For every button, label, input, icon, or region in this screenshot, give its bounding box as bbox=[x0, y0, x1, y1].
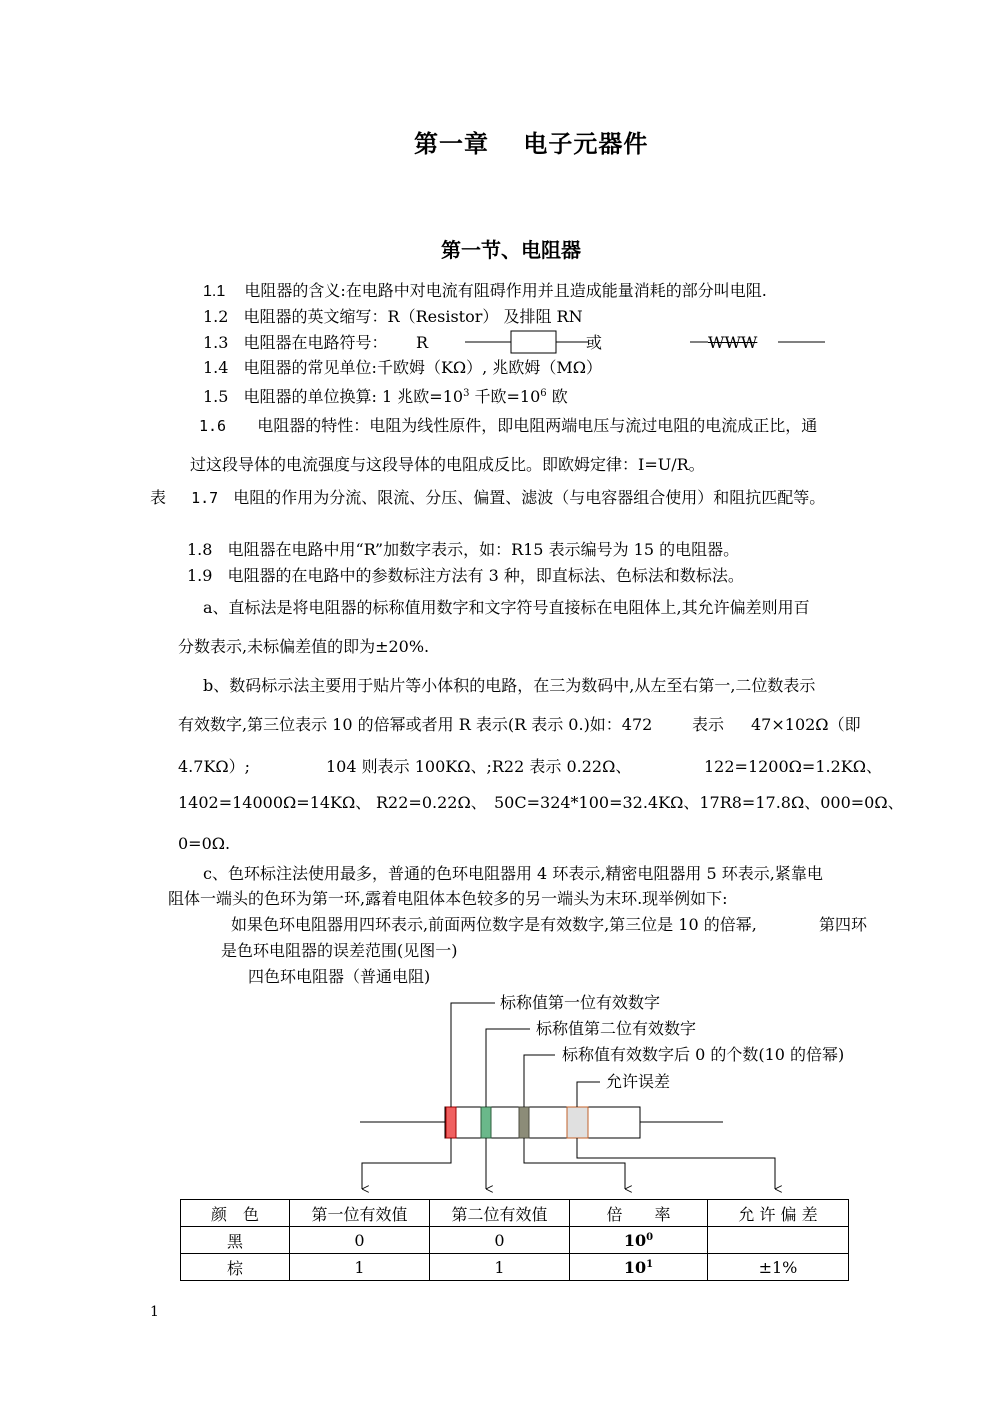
para-b-line2b: 表示 bbox=[692, 715, 725, 734]
cell-tolerance: ±1% bbox=[708, 1254, 849, 1281]
color-band-1 bbox=[446, 1107, 456, 1138]
item-text: 电阻的作用为分流、限流、分压、偏置、滤波（与电容器组合使用）和阻抗匹配等。 bbox=[233, 488, 826, 507]
band4-leader bbox=[577, 1082, 600, 1107]
cell-digit2: 0 bbox=[430, 1227, 570, 1254]
symbol-www: WWW bbox=[708, 333, 758, 352]
list-item bbox=[150, 488, 825, 508]
color-ring-resistor-diagram bbox=[350, 995, 810, 1200]
item-number: 1.3 bbox=[203, 333, 229, 352]
item-text: 电阻器在电路中用“R”加数字表示，如：R15 表示编号为 15 的电阻器。 bbox=[227, 540, 740, 559]
item-text: 电阻器的单位换算: 1 兆欧$=10^3$ 千欧$=10^6$ 欧 bbox=[243, 387, 568, 406]
para-c-line3: 如果色环电阻器用四环表示,前面两位数字是有效数字,第三位是 10 的倍幂, bbox=[231, 915, 757, 934]
band1-arrow bbox=[362, 1138, 451, 1189]
cell-multiplier: $10^0$ bbox=[570, 1227, 708, 1254]
cell-digit2: 1 bbox=[430, 1254, 570, 1281]
cell-digit1: 0 bbox=[290, 1227, 430, 1254]
item-text-continued: 过这段导体的电流强度与这段导体的电阻成反比。即欧姆定律：I=U/R。 bbox=[190, 455, 705, 474]
item-number: 1.2 bbox=[203, 307, 229, 326]
chapter-title: 第一章 电子元器件 bbox=[414, 129, 649, 158]
list-item bbox=[203, 281, 767, 302]
para-b-line3c: 122=1200Ω=1.2KΩ、 bbox=[704, 757, 883, 776]
header-digit2: 第二位有效值 bbox=[430, 1200, 570, 1227]
band1-leader bbox=[451, 1003, 495, 1107]
cell-tolerance bbox=[708, 1227, 849, 1254]
table-header-row bbox=[181, 1200, 849, 1227]
band2-leader bbox=[486, 1029, 530, 1107]
figure-caption: 四色环电阻器（普通电阻) bbox=[248, 967, 431, 986]
list-item bbox=[203, 384, 568, 407]
list-item bbox=[203, 333, 388, 353]
cell-color: 黑 bbox=[181, 1227, 290, 1254]
item-number: 1.8 bbox=[187, 540, 213, 559]
band3-arrow bbox=[524, 1138, 625, 1189]
color-band-2 bbox=[481, 1107, 491, 1138]
resistor-symbol-box bbox=[511, 331, 556, 353]
item-number: 1.5 bbox=[203, 387, 229, 406]
para-b-line3b: 104 则表示 100KΩ、;R22 表示 0.22Ω、 bbox=[326, 757, 632, 776]
header-digit1: 第一位有效值 bbox=[290, 1200, 430, 1227]
list-item bbox=[199, 416, 817, 436]
item-text: 电阻器的在电路中的参数标注方法有 3 种，即直标法、色标法和数标法。 bbox=[227, 566, 744, 585]
table-row bbox=[181, 1227, 849, 1254]
para-c-line3-tail: 第四环 bbox=[819, 915, 868, 934]
item-number: 1.6 bbox=[199, 417, 227, 435]
band3-leader bbox=[524, 1055, 555, 1107]
color-code-table bbox=[180, 1199, 849, 1281]
color-band-3 bbox=[519, 1107, 529, 1138]
band4-label: 允许误差 bbox=[606, 1072, 671, 1091]
para-c-line2: 阻体一端头的色环为第一环,露着电阻体本色较多的另一端头为末环.现举例如下: bbox=[168, 889, 728, 908]
item-number: 1.4 bbox=[203, 358, 229, 377]
cell-color: 棕 bbox=[181, 1254, 290, 1281]
item-text: 电阻器的英文缩写：R（Resistor） 及排阻 RN bbox=[243, 307, 583, 326]
header-tolerance: 允 许 偏 差 bbox=[708, 1200, 849, 1227]
band3-label: 标称值有效数字后 0 的个数(10 的倍幂) bbox=[562, 1045, 845, 1064]
section-title: 第一节、电阻器 bbox=[441, 238, 581, 262]
band2-label: 标称值第二位有效数字 bbox=[536, 1019, 697, 1038]
para-b-line4b: R22=0.22Ω、 bbox=[376, 793, 487, 812]
para-a-line1: a、直标法是将电阻器的标称值用数字和文字符号直接标在电阻体上,其允许偏差则用百 bbox=[203, 598, 810, 617]
header-color: 颜 色 bbox=[181, 1200, 290, 1227]
item-number: 1.1 bbox=[203, 283, 226, 300]
item-text: 电阻器的特性：电阻为线性原件，即电阻两端电压与流过电阻的电流成正比，通 bbox=[257, 416, 818, 435]
para-b-line1: b、数码标示法主要用于贴片等小体积的电路，在三为数码中,从左至右第一,二位数表示 bbox=[203, 676, 816, 695]
list-item bbox=[187, 540, 739, 560]
symbol-or: 或 bbox=[586, 333, 603, 352]
para-b-line4a: 1402=14000Ω=14KΩ、 bbox=[178, 793, 372, 812]
header-multiplier: 倍 率 bbox=[570, 1200, 708, 1227]
item-text: 电阻器的含义:在电路中对电流有阻碍作用并且造成能量消耗的部分叫电阻. bbox=[244, 281, 767, 300]
table-row bbox=[181, 1254, 849, 1281]
para-b-line5: 0=0Ω. bbox=[178, 834, 231, 853]
page-number: 1 bbox=[150, 1304, 159, 1320]
cell-multiplier: $10^1$ bbox=[570, 1254, 708, 1281]
list-item bbox=[203, 307, 583, 327]
symbol-r-label: R bbox=[416, 333, 429, 352]
color-band-4 bbox=[567, 1107, 588, 1138]
list-item bbox=[187, 566, 744, 586]
para-a-line2: 分数表示,未标偏差值的即为±20%. bbox=[178, 637, 430, 656]
para-c-line1: c、色环标注法使用最多，普通的色环电阻器用 4 环表示,精密电阻器用 5 环表示,紧靠电 bbox=[203, 864, 823, 883]
para-c-line4: 是色环电阻器的误差范围(见图一) bbox=[221, 941, 458, 960]
list-item bbox=[203, 358, 602, 378]
item-text: 电阻器的常见单位:千欧姆（KΩ）, 兆欧姆（MΩ） bbox=[243, 358, 602, 377]
resistor-symbols bbox=[460, 326, 840, 358]
para-b-line2c: 47×102Ω（即 bbox=[751, 715, 861, 734]
para-b-line3a: 4.7KΩ）; bbox=[178, 757, 251, 776]
item-number: 1.9 bbox=[187, 566, 213, 585]
item-number: 1.7 bbox=[191, 489, 219, 507]
cell-digit1: 1 bbox=[290, 1254, 430, 1281]
item-text: 电阻器在电路符号： bbox=[243, 333, 388, 352]
para-b-line2a: 有效数字,第三位表示 10 的倍幂或者用 R 表示(R 表示 0.)如：472 bbox=[178, 715, 653, 734]
band1-label: 标称值第一位有效数字 bbox=[500, 993, 661, 1012]
resistor-body bbox=[445, 1107, 640, 1138]
item-prefix: 表 bbox=[150, 488, 167, 507]
para-b-line4c: 50C=324*100=32.4KΩ、17R8=17.8Ω、000=0Ω、 bbox=[494, 793, 904, 812]
